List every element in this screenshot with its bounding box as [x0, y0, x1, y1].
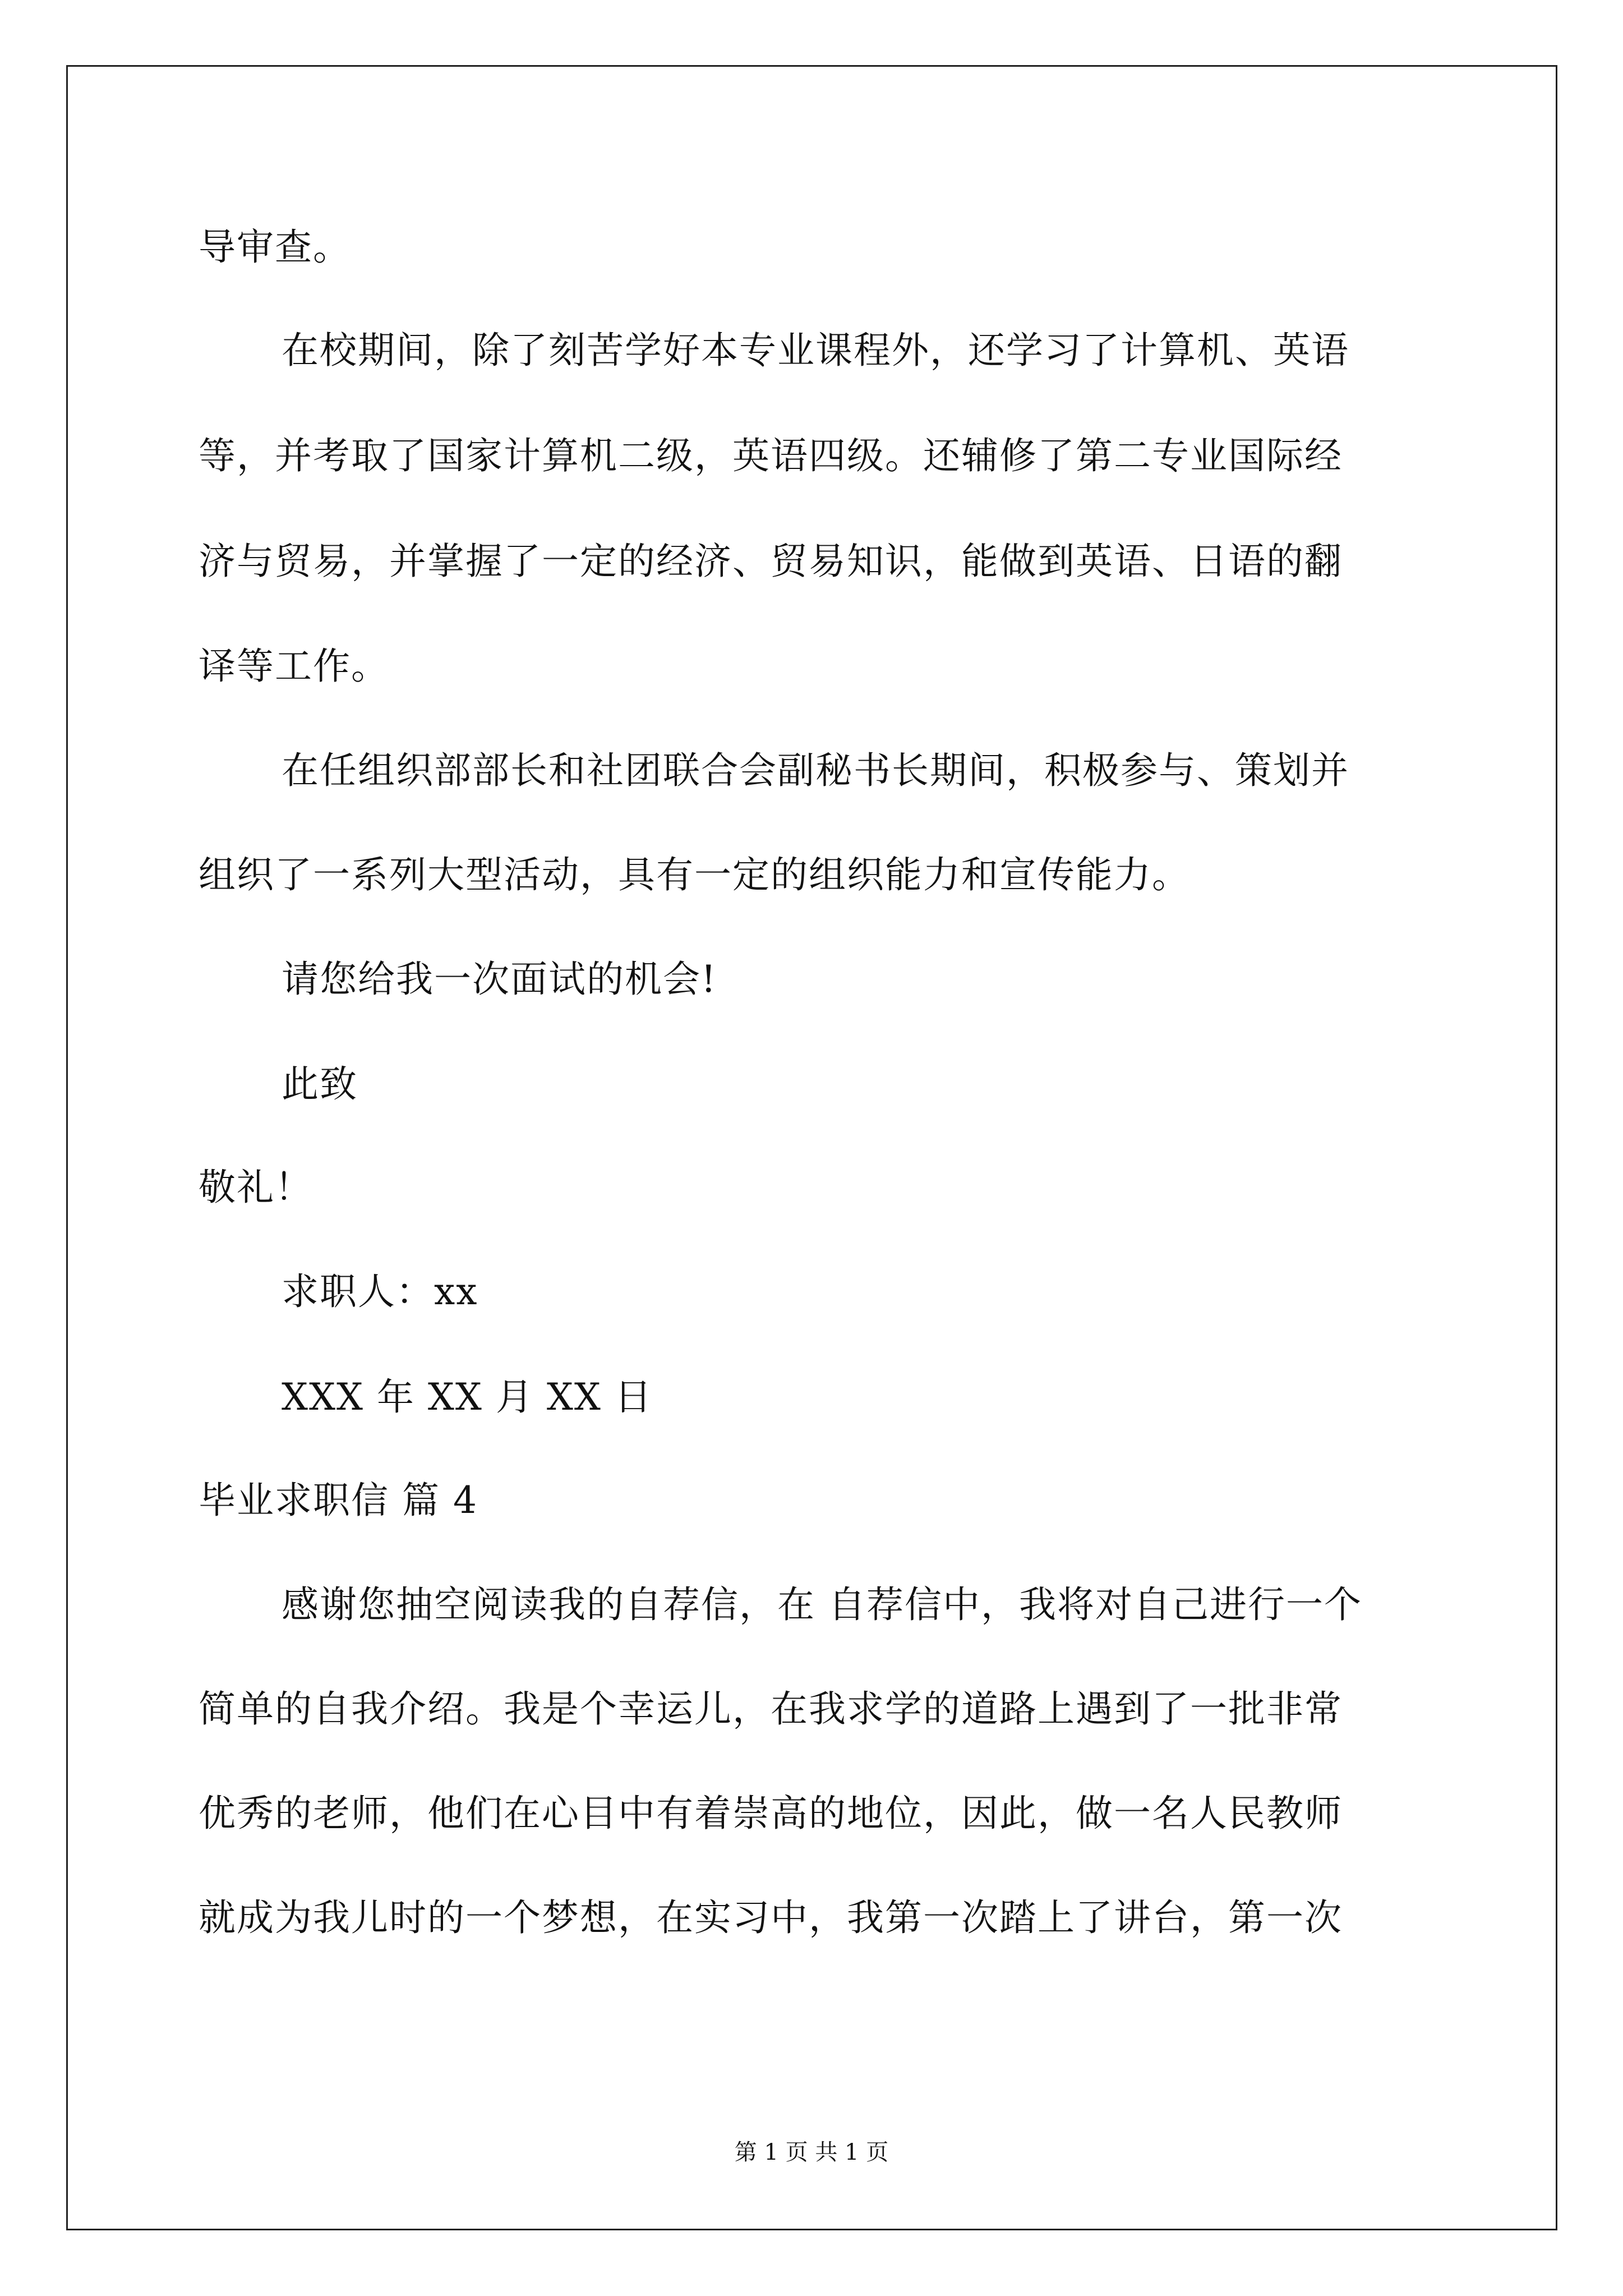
page-footer: 第 1 页 共 1 页	[734, 2139, 889, 2165]
text-line: 请您给我一次面试的机会!	[282, 958, 717, 1001]
text-line: 译等工作。	[199, 645, 389, 688]
section-heading: 毕业求职信 篇 4	[199, 1479, 478, 1522]
text-line: 感谢您抽空阅读我的自荐信，在 自荐信中，我将对自己进行一个	[282, 1583, 1362, 1626]
text-line: 在校期间，除了刻苦学好本专业课程外，还学习了计算机、英语	[282, 329, 1349, 372]
text-line: 优秀的老师，他们在心目中有着崇高的地位，因此，做一名人民教师	[199, 1792, 1343, 1835]
text-line: 就成为我儿时的一个梦想，在实习中，我第一次踏上了讲台，第一次	[199, 1896, 1343, 1939]
text-line: 济与贸易，并掌握了一定的经济、贸易知识，能做到英语、日语的翻	[199, 540, 1343, 583]
text-line: 简单的自我介绍。我是个幸运儿，在我求学的道路上遇到了一批非常	[199, 1687, 1343, 1731]
text-line: 此致	[282, 1062, 358, 1106]
text-line: 导审查。	[199, 226, 351, 269]
text-line: 等，并考取了国家计算机二级，英语四级。还辅修了第二专业国际经	[199, 434, 1343, 477]
text-line: 在任组织部部长和社团联合会副秘书长期间，积极参与、策划并	[282, 749, 1349, 792]
text-line: 求职人：xx	[282, 1270, 478, 1313]
text-line: XXX 年 XX 月 XX 日	[282, 1375, 653, 1419]
text-line: 组织了一系列大型活动，具有一定的组织能力和宣传能力。	[199, 853, 1190, 896]
text-line: 敬礼！	[199, 1166, 313, 1209]
